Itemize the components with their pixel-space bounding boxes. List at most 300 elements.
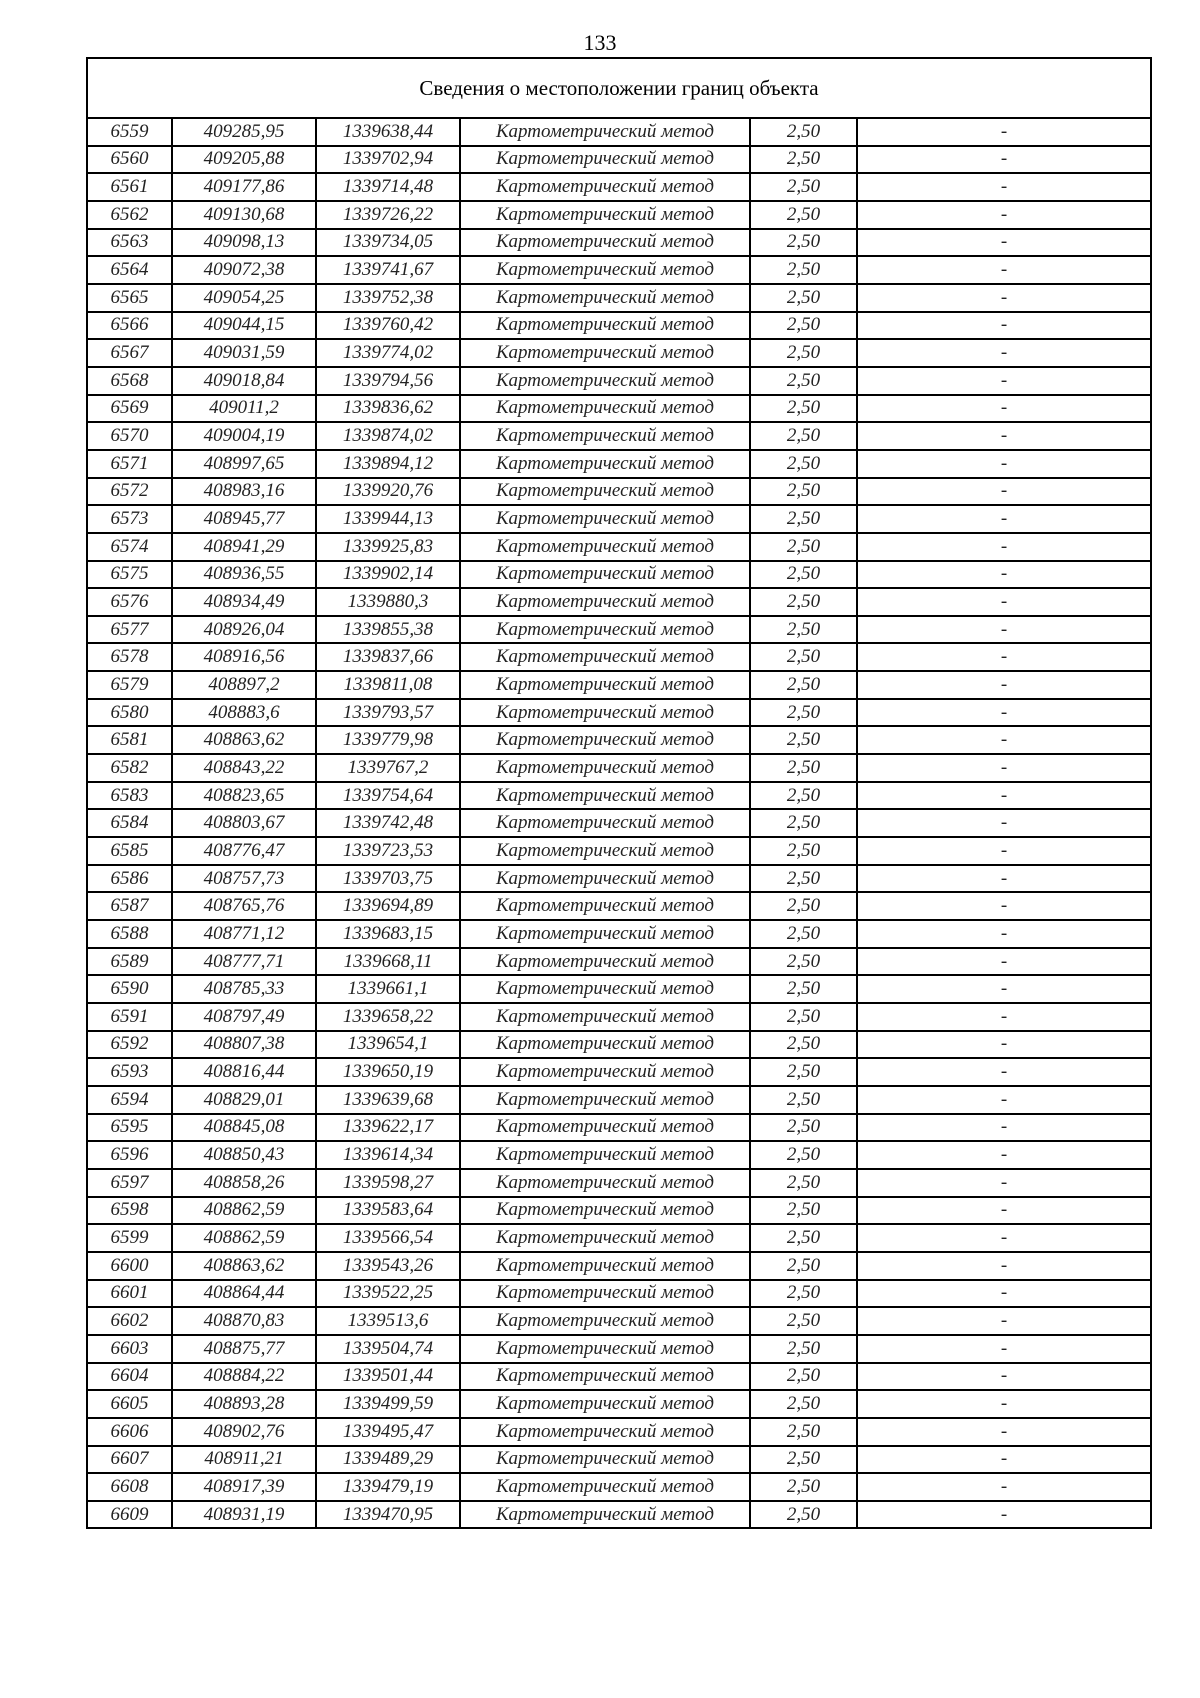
point-number-cell: 6580 (87, 699, 172, 727)
method-cell: Картометрический метод (460, 256, 750, 284)
table-row (87, 699, 1151, 727)
y-coordinate-cell: 1339902,14 (316, 561, 460, 589)
description-cell: - (857, 1197, 1151, 1225)
point-number-cell: 6601 (87, 1280, 172, 1308)
y-coordinate-cell: 1339741,67 (316, 256, 460, 284)
description-cell: - (857, 1114, 1151, 1142)
table-row (87, 1280, 1151, 1308)
y-coordinate-cell: 1339836,62 (316, 395, 460, 423)
boundary-coordinates-table (86, 57, 1152, 1529)
y-coordinate-cell: 1339622,17 (316, 1114, 460, 1142)
method-cell: Картометрический метод (460, 422, 750, 450)
point-number-cell: 6609 (87, 1501, 172, 1529)
accuracy-cell: 2,50 (750, 1058, 857, 1086)
method-cell: Картометрический метод (460, 533, 750, 561)
x-coordinate-cell: 408843,22 (172, 754, 316, 782)
x-coordinate-cell: 408936,55 (172, 561, 316, 589)
description-cell: - (857, 754, 1151, 782)
y-coordinate-cell: 1339793,57 (316, 699, 460, 727)
description-cell: - (857, 616, 1151, 644)
point-number-cell: 6603 (87, 1335, 172, 1363)
method-cell: Картометрический метод (460, 1446, 750, 1474)
point-number-cell: 6575 (87, 561, 172, 589)
table-row (87, 367, 1151, 395)
accuracy-cell: 2,50 (750, 892, 857, 920)
description-cell: - (857, 533, 1151, 561)
method-cell: Картометрический метод (460, 948, 750, 976)
method-cell: Картометрический метод (460, 920, 750, 948)
accuracy-cell: 2,50 (750, 118, 857, 146)
accuracy-cell: 2,50 (750, 1169, 857, 1197)
description-cell: - (857, 1003, 1151, 1031)
description-cell: - (857, 478, 1151, 506)
y-coordinate-cell: 1339944,13 (316, 505, 460, 533)
y-coordinate-cell: 1339837,66 (316, 643, 460, 671)
y-coordinate-cell: 1339654,1 (316, 1031, 460, 1059)
accuracy-cell: 2,50 (750, 809, 857, 837)
accuracy-cell: 2,50 (750, 284, 857, 312)
y-coordinate-cell: 1339489,29 (316, 1446, 460, 1474)
method-cell: Картометрический метод (460, 699, 750, 727)
y-coordinate-cell: 1339614,34 (316, 1141, 460, 1169)
method-cell: Картометрический метод (460, 1141, 750, 1169)
method-cell: Картометрический метод (460, 450, 750, 478)
x-coordinate-cell: 409177,86 (172, 173, 316, 201)
x-coordinate-cell: 408917,39 (172, 1473, 316, 1501)
y-coordinate-cell: 1339880,3 (316, 588, 460, 616)
x-coordinate-cell: 409054,25 (172, 284, 316, 312)
point-number-cell: 6571 (87, 450, 172, 478)
table-row (87, 892, 1151, 920)
point-number-cell: 6566 (87, 312, 172, 340)
method-cell: Картометрический метод (460, 201, 750, 229)
x-coordinate-cell: 408823,65 (172, 782, 316, 810)
accuracy-cell: 2,50 (750, 478, 857, 506)
point-number-cell: 6585 (87, 837, 172, 865)
table-row (87, 1058, 1151, 1086)
description-cell: - (857, 726, 1151, 754)
table-row (87, 671, 1151, 699)
y-coordinate-cell: 1339470,95 (316, 1501, 460, 1529)
x-coordinate-cell: 409098,13 (172, 229, 316, 257)
y-coordinate-cell: 1339760,42 (316, 312, 460, 340)
y-coordinate-cell: 1339504,74 (316, 1335, 460, 1363)
method-cell: Картометрический метод (460, 173, 750, 201)
method-cell: Картометрический метод (460, 229, 750, 257)
y-coordinate-cell: 1339754,64 (316, 782, 460, 810)
method-cell: Картометрический метод (460, 1473, 750, 1501)
y-coordinate-cell: 1339714,48 (316, 173, 460, 201)
x-coordinate-cell: 408941,29 (172, 533, 316, 561)
method-cell: Картометрический метод (460, 1252, 750, 1280)
y-coordinate-cell: 1339752,38 (316, 284, 460, 312)
description-cell: - (857, 1390, 1151, 1418)
method-cell: Картометрический метод (460, 726, 750, 754)
x-coordinate-cell: 409031,59 (172, 339, 316, 367)
point-number-cell: 6606 (87, 1418, 172, 1446)
table-row (87, 1141, 1151, 1169)
table-row (87, 173, 1151, 201)
point-number-cell: 6605 (87, 1390, 172, 1418)
y-coordinate-cell: 1339683,15 (316, 920, 460, 948)
accuracy-cell: 2,50 (750, 1197, 857, 1225)
description-cell: - (857, 1473, 1151, 1501)
method-cell: Картометрический метод (460, 395, 750, 423)
x-coordinate-cell: 408997,65 (172, 450, 316, 478)
description-cell: - (857, 892, 1151, 920)
table-row (87, 1390, 1151, 1418)
point-number-cell: 6607 (87, 1446, 172, 1474)
x-coordinate-cell: 408945,77 (172, 505, 316, 533)
accuracy-cell: 2,50 (750, 1501, 857, 1529)
table-row (87, 1501, 1151, 1529)
accuracy-cell: 2,50 (750, 1086, 857, 1114)
method-cell: Картометрический метод (460, 1224, 750, 1252)
y-coordinate-cell: 1339661,1 (316, 975, 460, 1003)
method-cell: Картометрический метод (460, 312, 750, 340)
y-coordinate-cell: 1339702,94 (316, 146, 460, 174)
method-cell: Картометрический метод (460, 1390, 750, 1418)
description-cell: - (857, 920, 1151, 948)
description-cell: - (857, 1363, 1151, 1391)
point-number-cell: 6598 (87, 1197, 172, 1225)
point-number-cell: 6578 (87, 643, 172, 671)
description-cell: - (857, 201, 1151, 229)
table-row (87, 754, 1151, 782)
method-cell: Картометрический метод (460, 1418, 750, 1446)
table-row (87, 118, 1151, 146)
table-row (87, 229, 1151, 257)
accuracy-cell: 2,50 (750, 782, 857, 810)
description-cell: - (857, 1418, 1151, 1446)
description-cell: - (857, 1086, 1151, 1114)
point-number-cell: 6608 (87, 1473, 172, 1501)
y-coordinate-cell: 1339566,54 (316, 1224, 460, 1252)
table-row (87, 837, 1151, 865)
description-cell: - (857, 588, 1151, 616)
description-cell: - (857, 948, 1151, 976)
accuracy-cell: 2,50 (750, 920, 857, 948)
page-number: 133 (583, 30, 617, 55)
description-cell: - (857, 1446, 1151, 1474)
description-cell: - (857, 173, 1151, 201)
accuracy-cell: 2,50 (750, 1031, 857, 1059)
x-coordinate-cell: 409018,84 (172, 367, 316, 395)
accuracy-cell: 2,50 (750, 146, 857, 174)
accuracy-cell: 2,50 (750, 1473, 857, 1501)
x-coordinate-cell: 408797,49 (172, 1003, 316, 1031)
table-row (87, 809, 1151, 837)
description-cell: - (857, 284, 1151, 312)
accuracy-cell: 2,50 (750, 1224, 857, 1252)
accuracy-cell: 2,50 (750, 975, 857, 1003)
table-title: Сведения о местоположении границ объекта (87, 58, 1151, 118)
y-coordinate-cell: 1339543,26 (316, 1252, 460, 1280)
x-coordinate-cell: 408884,22 (172, 1363, 316, 1391)
method-cell: Картометрический метод (460, 1031, 750, 1059)
description-cell: - (857, 367, 1151, 395)
accuracy-cell: 2,50 (750, 312, 857, 340)
point-number-cell: 6595 (87, 1114, 172, 1142)
method-cell: Картометрический метод (460, 1280, 750, 1308)
accuracy-cell: 2,50 (750, 699, 857, 727)
method-cell: Картометрический метод (460, 478, 750, 506)
table-row (87, 561, 1151, 589)
accuracy-cell: 2,50 (750, 1307, 857, 1335)
point-number-cell: 6586 (87, 865, 172, 893)
description-cell: - (857, 1031, 1151, 1059)
accuracy-cell: 2,50 (750, 450, 857, 478)
table-row (87, 478, 1151, 506)
description-cell: - (857, 395, 1151, 423)
method-cell: Картометрический метод (460, 1501, 750, 1529)
y-coordinate-cell: 1339499,59 (316, 1390, 460, 1418)
accuracy-cell: 2,50 (750, 229, 857, 257)
table-row (87, 1003, 1151, 1031)
y-coordinate-cell: 1339742,48 (316, 809, 460, 837)
method-cell: Картометрический метод (460, 1363, 750, 1391)
x-coordinate-cell: 408816,44 (172, 1058, 316, 1086)
method-cell: Картометрический метод (460, 1335, 750, 1363)
accuracy-cell: 2,50 (750, 948, 857, 976)
point-number-cell: 6582 (87, 754, 172, 782)
method-cell: Картометрический метод (460, 588, 750, 616)
point-number-cell: 6568 (87, 367, 172, 395)
x-coordinate-cell: 408863,62 (172, 1252, 316, 1280)
point-number-cell: 6587 (87, 892, 172, 920)
y-coordinate-cell: 1339811,08 (316, 671, 460, 699)
point-number-cell: 6593 (87, 1058, 172, 1086)
y-coordinate-cell: 1339894,12 (316, 450, 460, 478)
point-number-cell: 6600 (87, 1252, 172, 1280)
method-cell: Картометрический метод (460, 975, 750, 1003)
table-row (87, 975, 1151, 1003)
point-number-cell: 6569 (87, 395, 172, 423)
accuracy-cell: 2,50 (750, 1141, 857, 1169)
table-row (87, 1335, 1151, 1363)
x-coordinate-cell: 408850,43 (172, 1141, 316, 1169)
point-number-cell: 6562 (87, 201, 172, 229)
table-row (87, 339, 1151, 367)
y-coordinate-cell: 1339779,98 (316, 726, 460, 754)
table-row (87, 505, 1151, 533)
table-row (87, 1169, 1151, 1197)
accuracy-cell: 2,50 (750, 1363, 857, 1391)
x-coordinate-cell: 408897,2 (172, 671, 316, 699)
table-row (87, 422, 1151, 450)
method-cell: Картометрический метод (460, 754, 750, 782)
point-number-cell: 6599 (87, 1224, 172, 1252)
table-row (87, 782, 1151, 810)
x-coordinate-cell: 408858,26 (172, 1169, 316, 1197)
point-number-cell: 6592 (87, 1031, 172, 1059)
accuracy-cell: 2,50 (750, 1003, 857, 1031)
point-number-cell: 6563 (87, 229, 172, 257)
table-row (87, 450, 1151, 478)
method-cell: Картометрический метод (460, 837, 750, 865)
x-coordinate-cell: 408902,76 (172, 1418, 316, 1446)
description-cell: - (857, 643, 1151, 671)
y-coordinate-cell: 1339522,25 (316, 1280, 460, 1308)
point-number-cell: 6567 (87, 339, 172, 367)
description-cell: - (857, 561, 1151, 589)
x-coordinate-cell: 408863,62 (172, 726, 316, 754)
method-cell: Картометрический метод (460, 1086, 750, 1114)
description-cell: - (857, 782, 1151, 810)
x-coordinate-cell: 408776,47 (172, 837, 316, 865)
accuracy-cell: 2,50 (750, 1418, 857, 1446)
table-header-row (87, 58, 1151, 118)
table-row (87, 1197, 1151, 1225)
y-coordinate-cell: 1339501,44 (316, 1363, 460, 1391)
method-cell: Картометрический метод (460, 561, 750, 589)
description-cell: - (857, 146, 1151, 174)
table-row (87, 726, 1151, 754)
accuracy-cell: 2,50 (750, 865, 857, 893)
description-cell: - (857, 671, 1151, 699)
y-coordinate-cell: 1339583,64 (316, 1197, 460, 1225)
method-cell: Картометрический метод (460, 1197, 750, 1225)
accuracy-cell: 2,50 (750, 1390, 857, 1418)
accuracy-cell: 2,50 (750, 395, 857, 423)
point-number-cell: 6579 (87, 671, 172, 699)
table-row (87, 1307, 1151, 1335)
point-number-cell: 6602 (87, 1307, 172, 1335)
x-coordinate-cell: 408883,6 (172, 699, 316, 727)
accuracy-cell: 2,50 (750, 1114, 857, 1142)
method-cell: Картометрический метод (460, 505, 750, 533)
y-coordinate-cell: 1339495,47 (316, 1418, 460, 1446)
x-coordinate-cell: 408926,04 (172, 616, 316, 644)
method-cell: Картометрический метод (460, 671, 750, 699)
table-body (87, 58, 1151, 1528)
y-coordinate-cell: 1339658,22 (316, 1003, 460, 1031)
point-number-cell: 6584 (87, 809, 172, 837)
accuracy-cell: 2,50 (750, 616, 857, 644)
method-cell: Картометрический метод (460, 339, 750, 367)
description-cell: - (857, 1141, 1151, 1169)
x-coordinate-cell: 409011,2 (172, 395, 316, 423)
y-coordinate-cell: 1339703,75 (316, 865, 460, 893)
description-cell: - (857, 865, 1151, 893)
method-cell: Картометрический метод (460, 1114, 750, 1142)
description-cell: - (857, 118, 1151, 146)
method-cell: Картометрический метод (460, 782, 750, 810)
method-cell: Картометрический метод (460, 284, 750, 312)
x-coordinate-cell: 409285,95 (172, 118, 316, 146)
description-cell: - (857, 422, 1151, 450)
description-cell: - (857, 1058, 1151, 1086)
x-coordinate-cell: 408934,49 (172, 588, 316, 616)
x-coordinate-cell: 408916,56 (172, 643, 316, 671)
point-number-cell: 6561 (87, 173, 172, 201)
description-cell: - (857, 505, 1151, 533)
table-row (87, 1252, 1151, 1280)
accuracy-cell: 2,50 (750, 533, 857, 561)
description-cell: - (857, 450, 1151, 478)
method-cell: Картометрический метод (460, 809, 750, 837)
x-coordinate-cell: 408771,12 (172, 920, 316, 948)
accuracy-cell: 2,50 (750, 643, 857, 671)
point-number-cell: 6570 (87, 422, 172, 450)
x-coordinate-cell: 409205,88 (172, 146, 316, 174)
x-coordinate-cell: 408931,19 (172, 1501, 316, 1529)
description-cell: - (857, 1280, 1151, 1308)
table-row (87, 256, 1151, 284)
point-number-cell: 6573 (87, 505, 172, 533)
y-coordinate-cell: 1339767,2 (316, 754, 460, 782)
accuracy-cell: 2,50 (750, 561, 857, 589)
accuracy-cell: 2,50 (750, 1252, 857, 1280)
x-coordinate-cell: 409044,15 (172, 312, 316, 340)
description-cell: - (857, 809, 1151, 837)
method-cell: Картометрический метод (460, 865, 750, 893)
accuracy-cell: 2,50 (750, 588, 857, 616)
table-row (87, 1418, 1151, 1446)
method-cell: Картометрический метод (460, 1058, 750, 1086)
y-coordinate-cell: 1339639,68 (316, 1086, 460, 1114)
y-coordinate-cell: 1339920,76 (316, 478, 460, 506)
table-row (87, 643, 1151, 671)
description-cell: - (857, 339, 1151, 367)
table-row (87, 1114, 1151, 1142)
table-row (87, 395, 1151, 423)
x-coordinate-cell: 408765,76 (172, 892, 316, 920)
x-coordinate-cell: 408777,71 (172, 948, 316, 976)
method-cell: Картометрический метод (460, 643, 750, 671)
point-number-cell: 6565 (87, 284, 172, 312)
table-row (87, 1224, 1151, 1252)
accuracy-cell: 2,50 (750, 1280, 857, 1308)
accuracy-cell: 2,50 (750, 201, 857, 229)
table-row (87, 616, 1151, 644)
accuracy-cell: 2,50 (750, 256, 857, 284)
table-row (87, 201, 1151, 229)
table-row (87, 146, 1151, 174)
accuracy-cell: 2,50 (750, 339, 857, 367)
description-cell: - (857, 837, 1151, 865)
point-number-cell: 6594 (87, 1086, 172, 1114)
table-row (87, 865, 1151, 893)
accuracy-cell: 2,50 (750, 422, 857, 450)
x-coordinate-cell: 408757,73 (172, 865, 316, 893)
method-cell: Картометрический метод (460, 1169, 750, 1197)
x-coordinate-cell: 408864,44 (172, 1280, 316, 1308)
x-coordinate-cell: 408870,83 (172, 1307, 316, 1335)
x-coordinate-cell: 408845,08 (172, 1114, 316, 1142)
description-cell: - (857, 975, 1151, 1003)
y-coordinate-cell: 1339925,83 (316, 533, 460, 561)
table-row (87, 1086, 1151, 1114)
method-cell: Картометрический метод (460, 1307, 750, 1335)
description-cell: - (857, 1335, 1151, 1363)
x-coordinate-cell: 408911,21 (172, 1446, 316, 1474)
x-coordinate-cell: 408829,01 (172, 1086, 316, 1114)
accuracy-cell: 2,50 (750, 671, 857, 699)
table-row (87, 284, 1151, 312)
table-row (87, 588, 1151, 616)
point-number-cell: 6583 (87, 782, 172, 810)
method-cell: Картометрический метод (460, 367, 750, 395)
point-number-cell: 6591 (87, 1003, 172, 1031)
table-row (87, 312, 1151, 340)
y-coordinate-cell: 1339479,19 (316, 1473, 460, 1501)
accuracy-cell: 2,50 (750, 173, 857, 201)
accuracy-cell: 2,50 (750, 837, 857, 865)
x-coordinate-cell: 408862,59 (172, 1197, 316, 1225)
x-coordinate-cell: 409130,68 (172, 201, 316, 229)
point-number-cell: 6564 (87, 256, 172, 284)
